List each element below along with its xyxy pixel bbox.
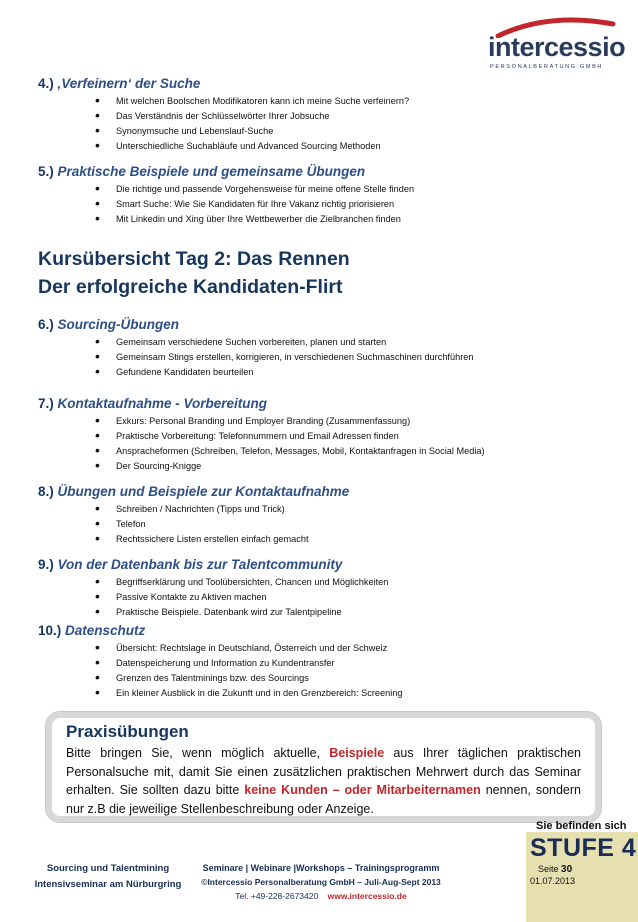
praxis-highlight: Beispiele [329,746,385,760]
section-4 [38,75,598,154]
section-title: 9.) Von der Datenbank bis zur Talentcommunity [38,557,343,572]
list-item: • Datenspeicherung und Information zu Kundentransfer [95,656,598,671]
footer-date: 01.07.2013 [530,876,576,886]
section-title: 5.) Praktische Beispiele und gemeinsame Übungen [38,164,366,179]
page-number: Seite 30 [538,864,573,875]
day2-heading-line2: Der erfolgreiche Kandidaten-Flirt [38,276,343,298]
website-link[interactable]: www.intercessio.de [327,891,407,901]
section-6 [38,316,598,380]
bullet-list [95,335,598,380]
logo-brand: intercessio [488,32,626,62]
list-item: • Gemeinsam verschiedene Suchen vorbereiten, planen und starten [95,335,598,350]
section-title: 7.) Kontaktaufnahme - Vorbereitung [38,396,268,411]
stufe-label: STUFE 4 [530,834,637,862]
list-item: • Passive Kontakte zu Aktiven machen [95,590,598,605]
section-title: 4.) ‚Verfeinern‘ der Suche [38,76,201,91]
list-item: • Anspracheformen (Schreiben, Telefon, Messages, Mobil, Kontaktanfragen in Social Media) [95,444,598,459]
logo-tagline: PERSONALBERATUNG GMBH [490,64,604,70]
bullet-list [95,94,598,154]
list-item: • Gefundene Kandidaten beurteilen [95,365,598,380]
praxis-box [46,712,601,822]
section-9 [38,556,598,620]
section-title: 10.) Datenschutz [38,623,146,638]
list-item: • Smart Suche: Wie Sie Kandidaten für Ihre Vakanz richtig priorisieren [95,197,598,212]
list-item: • Begriffserklärung und Toolübersichten, Chancen und Möglichkeiten [95,575,598,590]
section-7 [38,395,598,474]
list-item: • Praktische Vorbereitung: Telefonnummern und Email Adressen finden [95,429,598,444]
section-10 [38,622,598,701]
list-item: • Das Verständnis der Schlüsselwörter Ihrer Jobsuche [95,109,598,124]
list-item: • Übersicht: Rechtslage in Deutschland, Österreich und der Schweiz [95,641,598,656]
bullet-list [95,575,598,620]
section-title: 8.) Übungen und Beispiele zur Kontaktaufnahme [38,484,350,499]
list-item: • Mit welchen Boolschen Modifikatoren kann ich meine Suche verfeinern? [95,94,598,109]
intercessio-logo [478,14,628,70]
footer-left: Sourcing und Talentmining Intensivseminar am Nürburgring [34,863,182,890]
list-item: • Praktische Beispiele. Datenbank wird zur Talentpipeline [95,605,598,620]
list-item: • Der Sourcing-Knigge [95,459,598,474]
bullet-list [95,414,598,474]
list-item: • Mit Linkedin und Xing über Ihre Wettbewerber die Zielbranchen finden [95,212,598,227]
section-5 [38,163,598,227]
praxis-highlight: keine Kunden – oder Mitarbeiternamen [244,783,481,797]
list-item: • Grenzen des Talentminings bzw. des Sourcings [95,671,598,686]
list-item: • Exkurs: Personal Branding und Employer Branding (Zusammenfassung) [95,414,598,429]
list-item: • Ein kleiner Ausblick in die Zukunft und in den Grenzbereich: Screening [95,686,598,701]
location-label: Sie befinden sich [536,820,627,832]
praxis-title: Praxisübungen [66,722,189,741]
list-item: • Unterschiedliche Suchabläufe und Advanced Sourcing Methoden [95,139,598,154]
list-item: • Telefon [95,517,598,532]
day2-heading-line1: Kursübersicht Tag 2: Das Rennen [38,248,350,270]
list-item: • Die richtige und passende Vorgehensweise für meine offene Stelle finden [95,182,598,197]
praxis-body: Bitte bringen Sie, wenn möglich aktuelle, Beispiele aus Ihrer täglichen praktischen Personalsuche mit, damit Sie einen zusätzlichen praktischen Mehrwert durch das Seminar erhalten. Sie sollten dazu bitte keine Kunden – oder Mitarbeiternamen nennen, sondern nur z.B die jeweilige Stellenbeschreibung oder Anzeige. [66,746,581,816]
bullet-list [95,182,598,227]
list-item: • Gemeinsam Stings erstellen, korrigieren, in verschiedenen Suchmaschinen durchführen [95,350,598,365]
list-item: • Synonymsuche und Lebenslauf-Suche [95,124,598,139]
bullet-list [95,641,598,701]
section-title: 6.) Sourcing-Übungen [38,317,180,332]
section-8 [38,483,598,547]
list-item: • Schreiben / Nachrichten (Tipps und Trick) [95,502,598,517]
footer-middle: Seminare | Webinare |Workshops – Trainingsprogramm ©Intercessio Personalberatung GmbH – Juli-Aug-Sept 2013 Tel. +49-228-2673420 www.intercessio.de [201,863,441,901]
bullet-list [95,502,598,547]
list-item: • Rechtssichere Listen erstellen einfach gemacht [95,532,598,547]
